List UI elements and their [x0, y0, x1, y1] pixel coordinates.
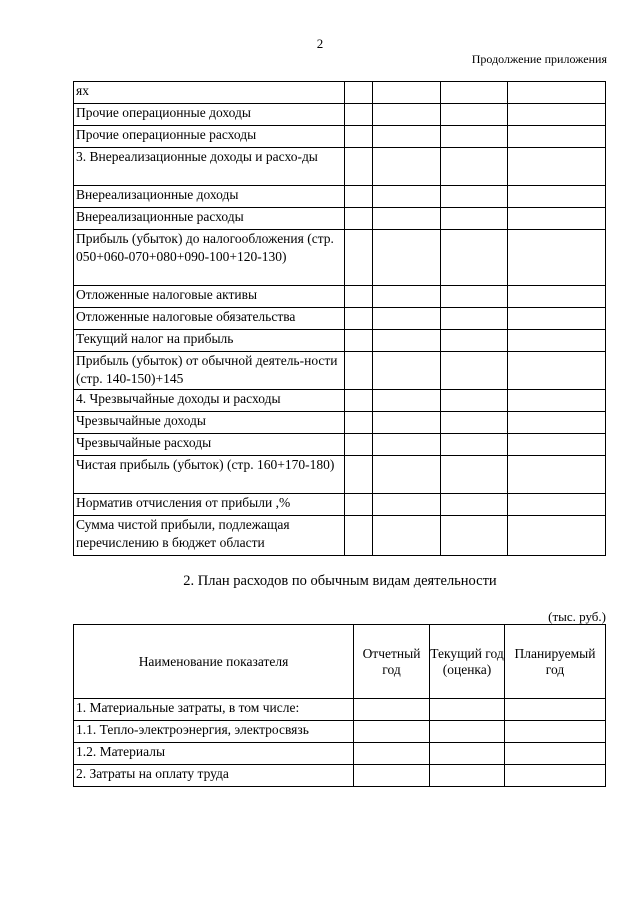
- table-row: [74, 286, 606, 308]
- row-label: Прибыль (убыток) до налогообложения (стр. 050+060-070+080+090-100+120-130): [74, 230, 345, 286]
- table-row: [74, 390, 606, 412]
- row-label: Отложенные налоговые активы: [74, 286, 345, 308]
- row-label: Прибыль (убыток) от обычной деятель-ности (стр. 140-150)+145: [74, 352, 345, 390]
- table-row: [74, 104, 606, 126]
- table-row: [74, 434, 606, 456]
- units-label: (тыс. руб.): [548, 609, 606, 624]
- row-label: 1. Материальные затраты, в том числе:: [74, 699, 354, 721]
- row-label: Текущий налог на прибыль: [74, 330, 345, 352]
- table-row: [74, 82, 606, 104]
- table-row: [74, 765, 606, 787]
- table-row: [74, 412, 606, 434]
- table-row: [74, 721, 606, 743]
- row-label: Чрезвычайные расходы: [74, 434, 345, 456]
- table-row: [74, 208, 606, 230]
- table-row: [74, 516, 606, 556]
- row-label: Внереализационные расходы: [74, 208, 345, 230]
- table-row: [74, 330, 606, 352]
- table-row: [74, 352, 606, 390]
- row-label: Отложенные налоговые обязательства: [74, 308, 345, 330]
- column-header: Текущий год (оценка): [430, 625, 505, 699]
- financial-results-body: [74, 82, 606, 556]
- table-row: [74, 186, 606, 208]
- table-row: [74, 456, 606, 494]
- row-label: Внереализационные доходы: [74, 186, 345, 208]
- row-label: 1.1. Тепло-электроэнергия, электросвязь: [74, 721, 354, 743]
- column-header: Отчетный год: [354, 625, 430, 699]
- table-row: [74, 494, 606, 516]
- row-label: Чрезвычайные доходы: [74, 412, 345, 434]
- row-label: 3. Внереализационные доходы и расхо-ды: [74, 148, 345, 186]
- row-label: 1.2. Материалы: [74, 743, 354, 765]
- financial-results-table: [73, 81, 606, 556]
- row-label: ях: [74, 82, 345, 104]
- row-label: Сумма чистой прибыли, подлежащая перечислению в бюджет области: [74, 516, 345, 556]
- expense-plan-table: [73, 624, 606, 787]
- page-number: 2: [316, 36, 324, 51]
- row-label: 2. Затраты на оплату труда: [74, 765, 354, 787]
- table-row: [74, 148, 606, 186]
- table-row: [74, 308, 606, 330]
- column-header: Планируемый год: [505, 625, 606, 699]
- row-label: Норматив отчисления от прибыли ,%: [74, 494, 345, 516]
- table-row: [74, 743, 606, 765]
- row-label: 4. Чрезвычайные доходы и расходы: [74, 390, 345, 412]
- column-header: Наименование показателя: [74, 625, 354, 699]
- row-label: Прочие операционные расходы: [74, 126, 345, 148]
- section-title: 2. План расходов по обычным видам деятельности: [183, 573, 497, 589]
- table-row: [74, 126, 606, 148]
- row-label: Прочие операционные доходы: [74, 104, 345, 126]
- table-header-row: [74, 625, 606, 699]
- table-row: [74, 230, 606, 286]
- continuation-label: Продолжение приложения: [471, 52, 607, 66]
- table-row: [74, 699, 606, 721]
- row-label: Чистая прибыль (убыток) (стр. 160+170-180): [74, 456, 345, 494]
